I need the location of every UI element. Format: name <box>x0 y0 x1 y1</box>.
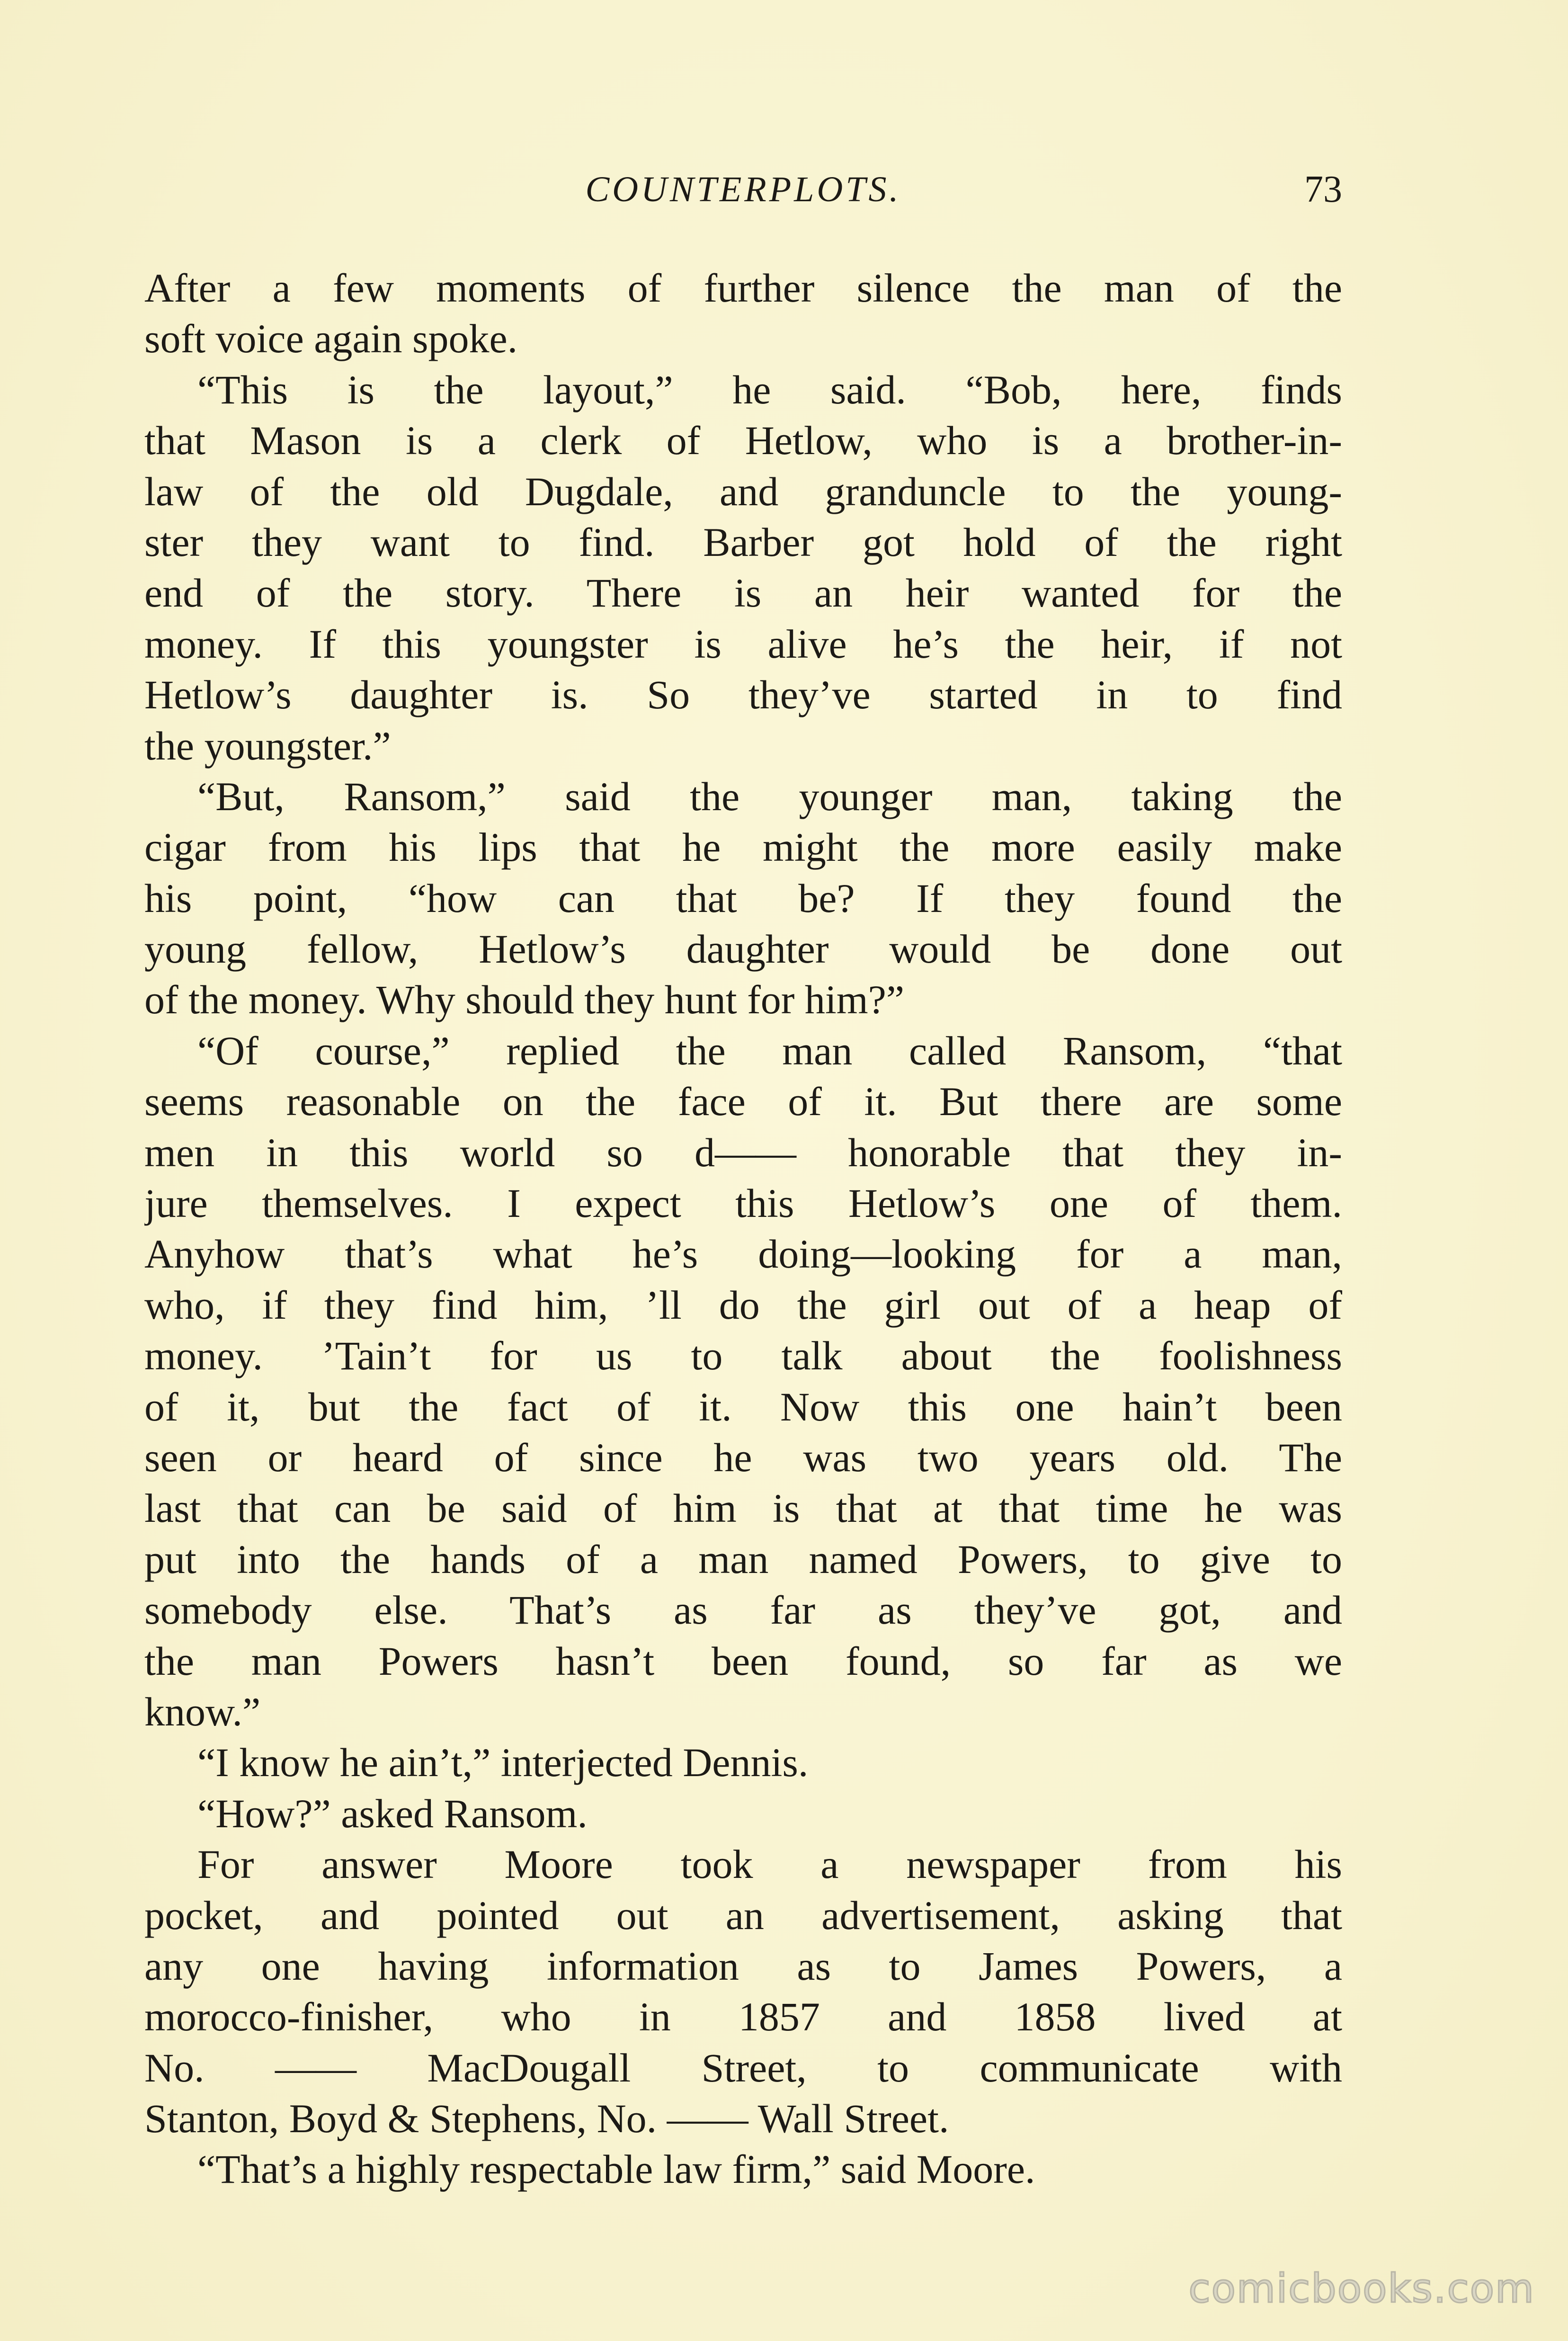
text-line: morocco-finisher, who in 1857 and 1858 lived at <box>144 1994 1342 2040</box>
text-line: money. If this youngster is alive he’s the heir, if not <box>144 621 1342 667</box>
text-line: cigar from his lips that he might the more easily make <box>144 824 1342 870</box>
text-line: After a few moments of further silence the man of the <box>144 265 1342 311</box>
text-line: law of the old Dugdale, and granduncle to the young- <box>144 468 1342 514</box>
text-line: any one having information as to James Powers, a <box>144 1943 1342 1989</box>
text-line: jure themselves. I expect this Hetlow’s one of them. <box>144 1180 1342 1226</box>
text-line: ster they want to find. Barber got hold of the right <box>144 519 1342 565</box>
text-line: money. ’Tain’t for us to talk about the foolishness <box>144 1333 1342 1379</box>
text-line: “Of course,” replied the man called Ransom, “that <box>197 1028 1342 1073</box>
text-line: his point, “how can that be? If they found the <box>144 875 1342 921</box>
text-line: the man Powers hasn’t been found, so far as we <box>144 1638 1342 1684</box>
text-line: of the money. Why should they hunt for him?” <box>144 977 905 1023</box>
text-line: men in this world so d—— honorable that they in- <box>144 1129 1342 1175</box>
text-line: For answer Moore took a newspaper from his <box>197 1841 1342 1887</box>
text-line: “But, Ransom,” said the younger man, taking the <box>197 773 1342 819</box>
text-line: last that can be said of him is that at that time he was <box>144 1485 1342 1531</box>
text-line: put into the hands of a man named Powers, to give to <box>144 1536 1342 1582</box>
text-line: that Mason is a clerk of Hetlow, who is a brother-in- <box>144 418 1342 464</box>
text-line: who, if they find him, ’ll do the girl out of a heap of <box>144 1282 1342 1328</box>
text-line: pocket, and pointed out an advertisement, asking that <box>144 1892 1342 1938</box>
text-line: seems reasonable on the face of it. But there are some <box>144 1079 1342 1125</box>
text-line: somebody else. That’s as far as they’ve got, and <box>144 1587 1342 1633</box>
text-line: know.” <box>144 1689 261 1734</box>
text-line: soft voice again spoke. <box>144 316 518 362</box>
text-line: “That’s a highly respectable law firm,” said Moore. <box>197 2146 1035 2192</box>
text-line: Anyhow that’s what he’s doing—looking for a man, <box>144 1231 1342 1277</box>
running-title: COUNTERPLOTS. <box>585 170 901 209</box>
text-line: young fellow, Hetlow’s daughter would be done out <box>144 926 1342 972</box>
text-line: Stanton, Boyd & Stephens, No. —— Wall Street. <box>144 2096 949 2142</box>
text-line: the youngster.” <box>144 723 391 768</box>
page-number: 73 <box>1304 169 1342 210</box>
text-line: “This is the layout,” he said. “Bob, here, finds <box>197 366 1342 412</box>
text-line: No. —— MacDougall Street, to communicate with <box>144 2045 1342 2091</box>
text-line: of it, but the fact of it. Now this one hain’t been <box>144 1384 1342 1430</box>
text-line: seen or heard of since he was two years old. The <box>144 1434 1342 1480</box>
watermark: comicbooks.com <box>1188 2265 1535 2312</box>
text-line: end of the story. There is an heir wanted for the <box>144 570 1342 616</box>
text-line: “I know he ain’t,” interjected Dennis. <box>197 1740 809 1786</box>
body-text <box>144 263 1342 2195</box>
running-head <box>144 163 1342 215</box>
text-line: Hetlow’s daughter is. So they’ve started in to find <box>144 672 1342 718</box>
text-line: “How?” asked Ransom. <box>197 1790 588 1836</box>
